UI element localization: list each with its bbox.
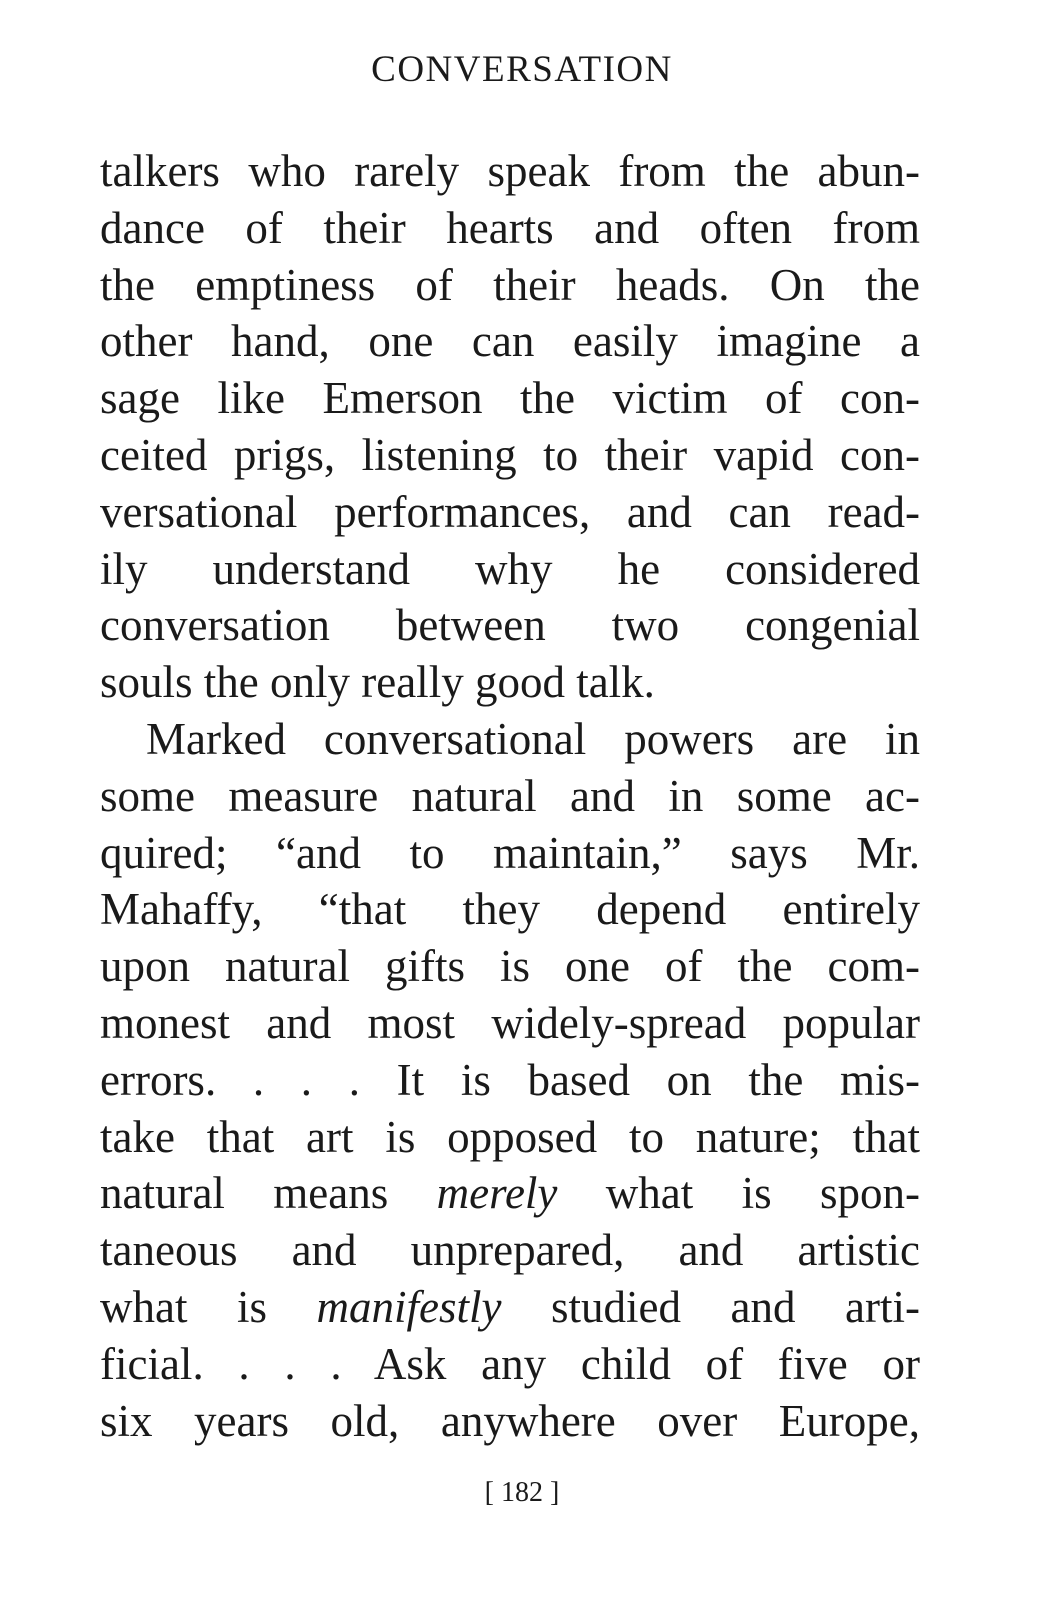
text-line: talkers who rarely speak from the abun- [100,146,920,196]
text-line: errors. . . . It is based on the mis- [100,1054,920,1105]
text-line: the emptiness of their heads. On the [100,259,920,310]
text-line: natural means merely what is spon- [100,1168,920,1219]
italic-emphasis: manifestly [316,1281,502,1332]
body-text [100,143,920,1449]
page-number: [ 182 ] [484,1477,560,1508]
text-line: six years old, anywhere over Europe, [100,1395,920,1446]
text-line: taneous and unprepared, and artistic [100,1225,920,1276]
text-line: quired; “and to maintain,” says Mr. [100,827,920,878]
text-line: Marked conversational powers are in [146,713,920,764]
text-line: ficial. . . . Ask any child of five or [100,1338,920,1389]
italic-emphasis: merely [436,1168,558,1219]
text-line: Mahaffy, “that they depend entirely [100,884,920,935]
text-line: other hand, one can easily imagine a [100,316,920,367]
text-line: ceited prigs, listening to their vapid con- [100,429,920,480]
text-line: dance of their hearts and often from [100,202,920,253]
text-line: what is manifestly studied and arti- [100,1281,920,1332]
text-line: conversation between two congenial [100,600,920,651]
text-line: versational performances, and can read- [100,486,920,537]
running-head: CONVERSATION [371,49,673,90]
text-line: monest and most widely-spread popular [100,997,920,1048]
text-line: upon natural gifts is one of the com- [100,941,920,992]
text-line: sage like Emerson the victim of con- [100,373,920,424]
text-line: souls the only really good talk. [100,657,655,708]
text-line: ily understand why he considered [100,543,920,594]
text-line: some measure natural and in some ac- [100,770,920,821]
text-line: take that art is opposed to nature; that [100,1111,920,1162]
